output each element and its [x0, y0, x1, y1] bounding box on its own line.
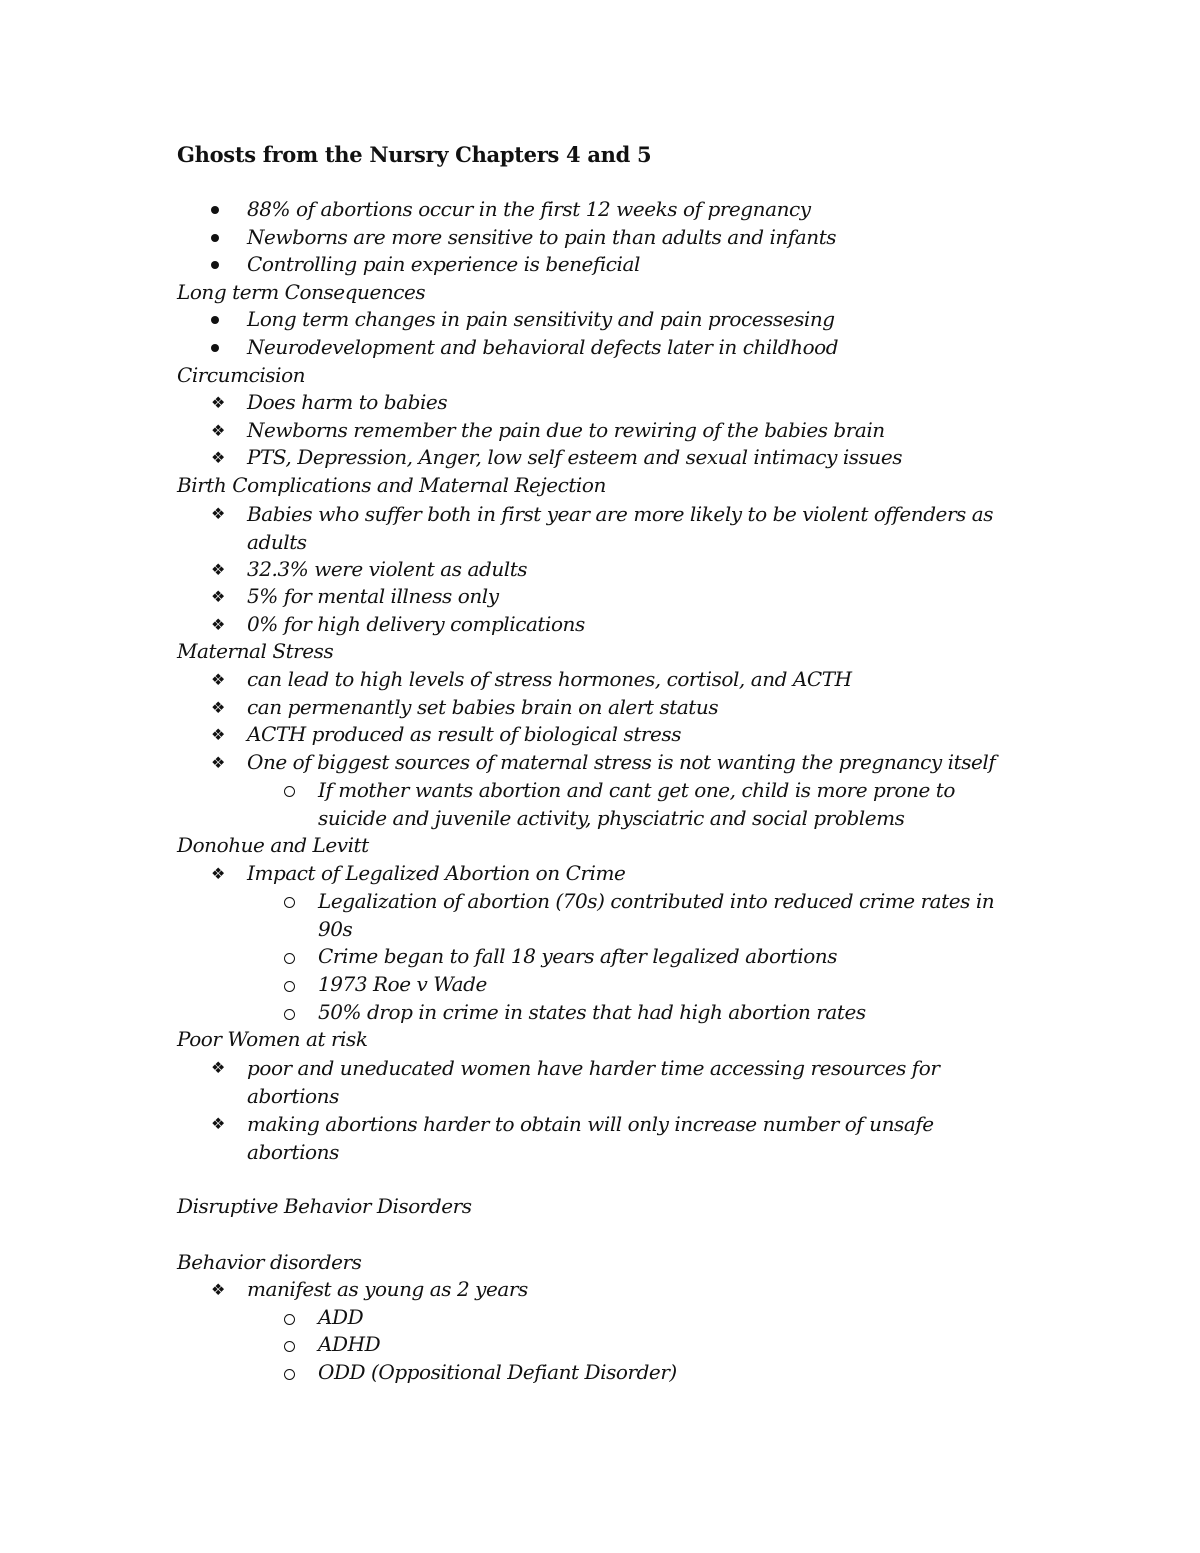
diamond-bullet-icon: ❖ — [211, 1113, 225, 1133]
diamond-bullet-icon: ❖ — [211, 1280, 225, 1300]
bullet-icon — [211, 251, 219, 269]
list-item: ❖ can permenantly set babies brain on alert status — [177, 694, 1007, 722]
diamond-bullet-icon: ❖ — [211, 420, 225, 440]
list-item: ❖ Newborns remember the pain due to rewiring of the babies brain — [177, 417, 1007, 445]
section-heading: Poor Women at risk — [177, 1027, 368, 1052]
bullet-icon — [211, 306, 219, 324]
sub-list-item: If mother wants abortion and cant get one, child is more prone to suicide and juvenile activity, physciatric and social problems — [177, 776, 1007, 832]
list-item: ❖ Does harm to babies — [177, 389, 1007, 417]
circle-bullet-icon — [284, 1304, 295, 1325]
diamond-bullet-icon: ❖ — [211, 614, 225, 634]
list-item: ❖ poor and uneducated women have harder time accessing resources for abortions — [211, 1055, 940, 1108]
section-heading: Birth Complications and Maternal Rejection — [177, 472, 606, 497]
diamond-bullet-icon: ❖ — [211, 1057, 225, 1077]
diamond-bullet-icon: ❖ — [211, 587, 225, 607]
circle-bullet-icon — [284, 776, 295, 797]
sub-list-item: Legalization of abortion (70s) contributed into reduced crime rates in 90s — [177, 887, 1007, 943]
sub-list-item: 1973 Roe v Wade — [177, 971, 1007, 999]
list-item: ❖ One of biggest sources of maternal stress is not wanting the pregnancy itself — [177, 749, 1007, 777]
bullet-icon — [211, 334, 219, 352]
section-heading: Behavior disorders — [177, 1249, 362, 1274]
list-item: ❖ making abortions harder to obtain will only increase number of unsafe abortions — [211, 1111, 934, 1164]
circle-bullet-icon — [284, 1331, 295, 1352]
list-item: ❖ PTS, Depression, Anger, low self esteem and sexual intimacy issues — [177, 444, 1007, 472]
sub-list-item: ADD — [177, 1304, 1007, 1332]
diamond-bullet-icon: ❖ — [211, 725, 225, 745]
list-item: Controlling pain experience is beneficial — [177, 251, 1007, 279]
spacer — [177, 1166, 1007, 1194]
bullet-icon — [211, 196, 219, 214]
diamond-bullet-icon: ❖ — [211, 863, 225, 883]
circle-bullet-icon — [284, 943, 295, 964]
list-item: ❖ Impact of Legalized Abortion on Crime — [177, 860, 1007, 888]
spacer — [177, 1221, 1007, 1249]
document-page — [177, 140, 1007, 1387]
list-item: ❖ ACTH produced as result of biological stress — [177, 721, 1007, 749]
section-heading: Long term Consequences — [177, 279, 426, 304]
section-heading: Circumcision — [177, 362, 306, 387]
sub-list-item: ODD (Oppositional Defiant Disorder) — [177, 1359, 1007, 1387]
diamond-bullet-icon: ❖ — [211, 669, 225, 689]
circle-bullet-icon — [284, 887, 295, 908]
list-item: ❖ manifest as young as 2 years — [177, 1276, 1007, 1304]
bullet-icon — [211, 224, 219, 242]
circle-bullet-icon — [284, 971, 295, 992]
diamond-bullet-icon: ❖ — [211, 503, 225, 523]
diamond-bullet-icon: ❖ — [211, 393, 225, 413]
list-item: Long term changes in pain sensitivity and pain processesing — [177, 306, 1007, 334]
list-item: ❖ 5% for mental illness only — [177, 583, 1007, 611]
list-item: Neurodevelopment and behavioral defects later in childhood — [177, 334, 1007, 362]
diamond-bullet-icon: ❖ — [211, 697, 225, 717]
list-item: ❖ Babies who suffer both in first year are more likely to be violent offenders as adults — [211, 501, 994, 554]
section-heading: Donohue and Levitt — [177, 833, 369, 858]
circle-bullet-icon — [284, 1359, 295, 1380]
document-title: Ghosts from the Nursry Chapters 4 and 5 — [177, 142, 652, 167]
list-item: ❖ 0% for high delivery complications — [177, 611, 1007, 639]
sub-list-item: ADHD — [177, 1331, 1007, 1359]
list-item: 88% of abortions occur in the first 12 weeks of pregnancy — [177, 196, 1007, 224]
list-item: ❖ can lead to high levels of stress hormones, cortisol, and ACTH — [177, 666, 1007, 694]
diamond-bullet-icon: ❖ — [211, 448, 225, 468]
sub-list-item: Crime began to fall 18 years after legalized abortions — [177, 943, 1007, 971]
section-heading: Disruptive Behavior Disorders — [177, 1194, 472, 1219]
list-item: ❖ 32.3% were violent as adults — [177, 556, 1007, 584]
sub-list-item: 50% drop in crime in states that had high abortion rates — [177, 999, 1007, 1027]
circle-bullet-icon — [284, 999, 295, 1020]
section-heading: Maternal Stress — [177, 639, 334, 664]
diamond-bullet-icon: ❖ — [211, 559, 225, 579]
diamond-bullet-icon: ❖ — [211, 752, 225, 772]
list-item: Newborns are more sensitive to pain than adults and infants — [177, 224, 1007, 252]
